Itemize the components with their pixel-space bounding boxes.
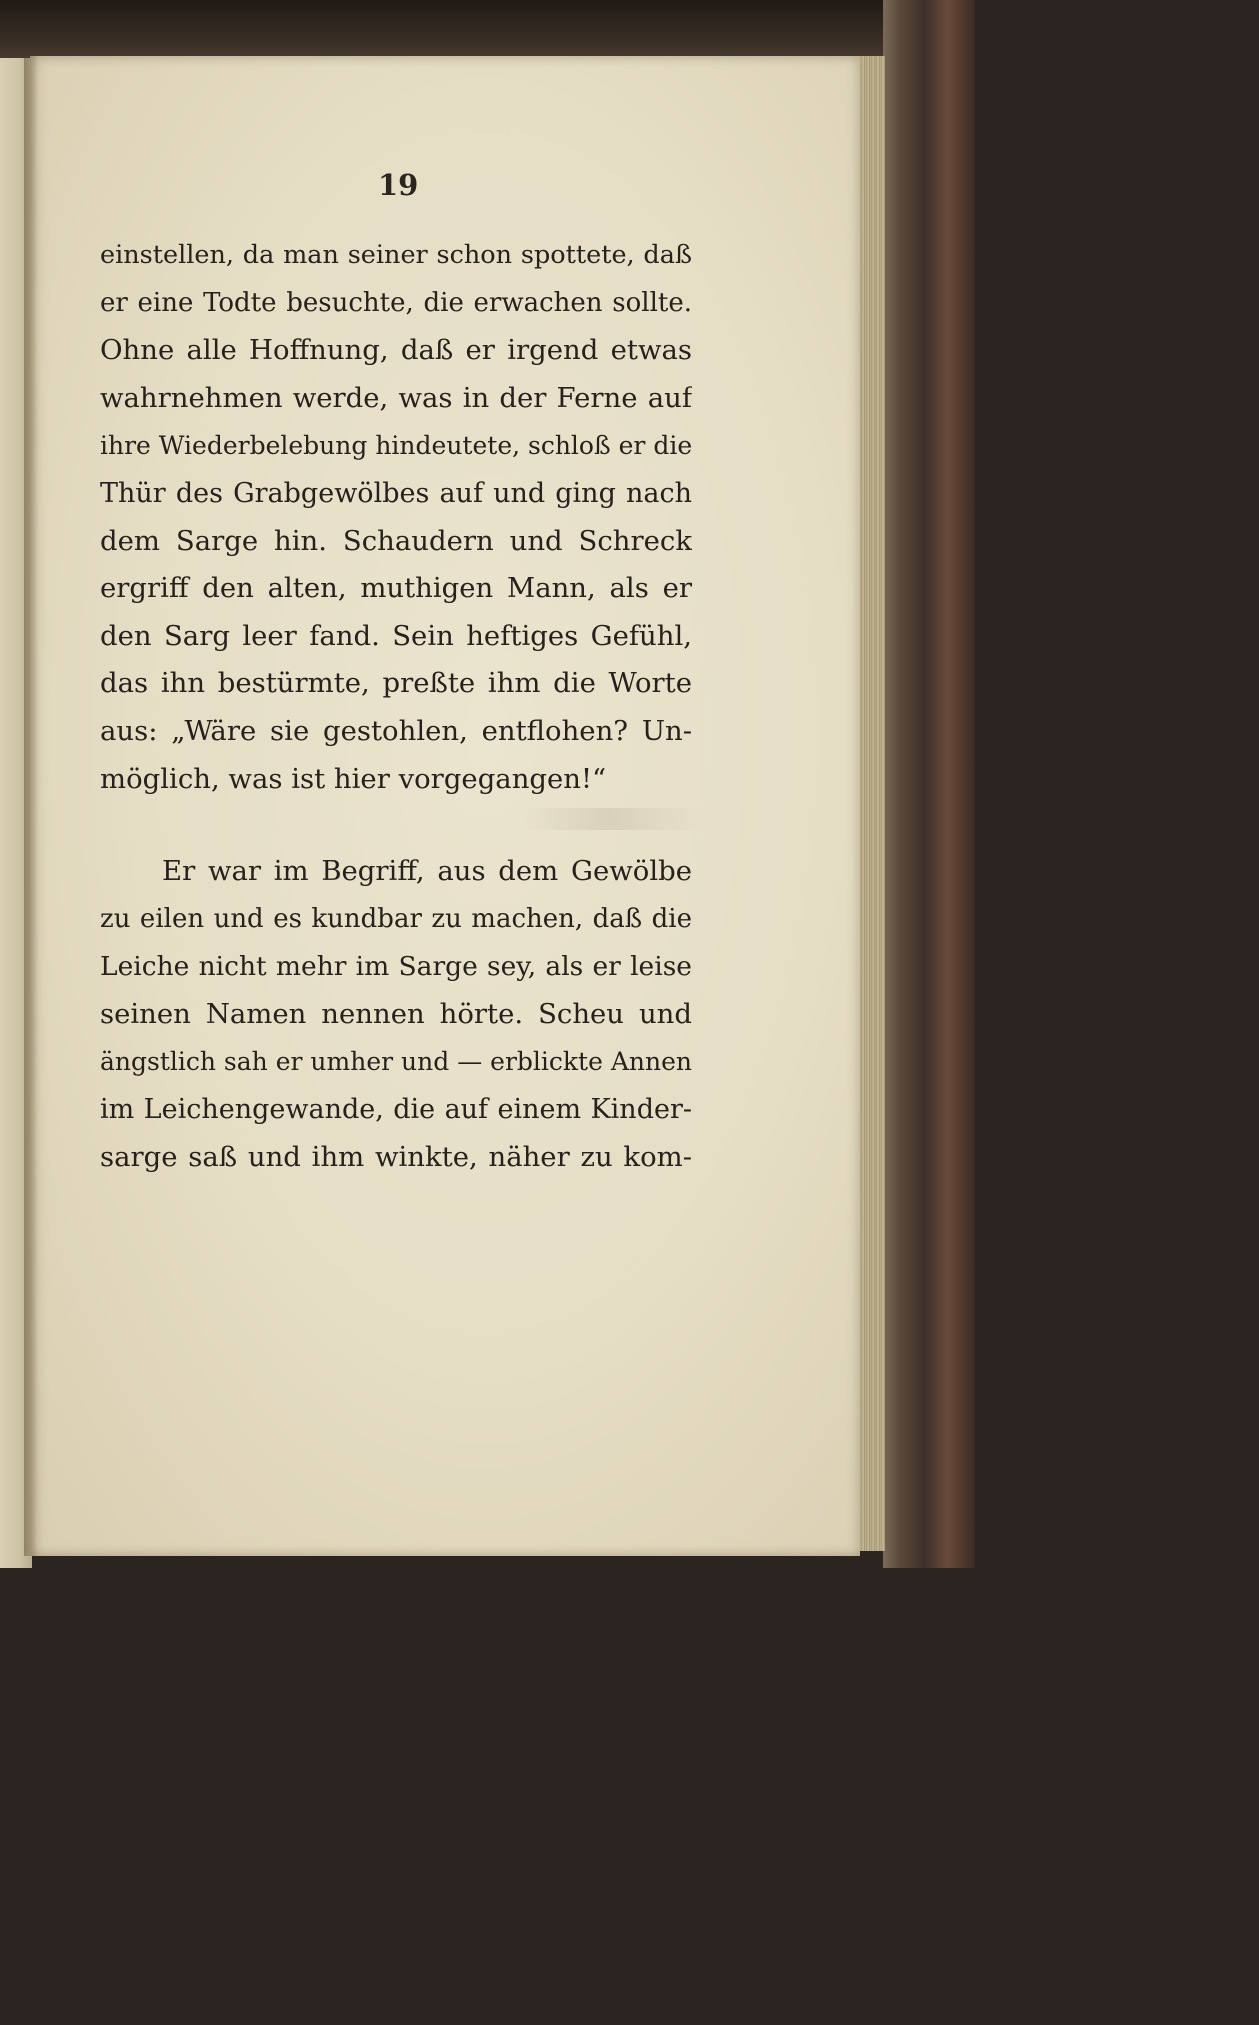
book-cover-spine [883, 0, 975, 1568]
text-line: zu eilen und es kundbar zu machen, daß die [100, 903, 692, 934]
text-line: aus: „Wäre sie gestohlen, entflohen? Un- [100, 714, 692, 747]
page-gutter-shadow [24, 56, 38, 1556]
text-line: das ihn bestürmte, preßte ihm die Worte [100, 667, 692, 700]
text-line: den Sarg leer fand. Sein heftiges Gefühl, [100, 619, 692, 652]
text-line: wahrnehmen werde, was in der Ferne auf [100, 381, 692, 414]
text-line: möglich, was ist hier vorgegangen!“ [100, 762, 607, 795]
ink-bleed-through [520, 808, 700, 830]
text-line: einstellen, da man seiner schon spottete, daß [100, 240, 692, 270]
text-line: dem Sarge hin. Schaudern und Schreck [100, 524, 692, 557]
text-line: Ohne alle Hoffnung, daß er irgend etwas [100, 334, 692, 367]
paragraph-2 [100, 848, 692, 1181]
text-line: seinen Namen nennen hörte. Scheu und [100, 997, 692, 1030]
text-line: im Leichengewande, die auf einem Kinder- [100, 1093, 692, 1125]
text-line: Er war im Begriff, aus dem Gewölbe [162, 855, 692, 887]
text-line: ängstlich sah er umher und — erblickte Annen [100, 1047, 692, 1077]
text-line: sarge saß und ihm winkte, näher zu kom- [100, 1140, 692, 1173]
text-line: ihre Wiederbelebung hindeutete, schloß er die [100, 431, 692, 461]
book-cover-top [0, 0, 975, 62]
text-line: er eine Todte besuchte, die erwachen sollte. [100, 287, 692, 318]
page-number: 19 [378, 168, 419, 202]
paragraph-1 [100, 232, 692, 803]
text-line: Thür des Grabgewölbes auf und ging nach [100, 477, 692, 509]
text-line: ergriff den alten, muthigen Mann, als er [100, 572, 692, 605]
text-line: Leiche nicht mehr im Sarge sey, als er leise [100, 951, 692, 983]
